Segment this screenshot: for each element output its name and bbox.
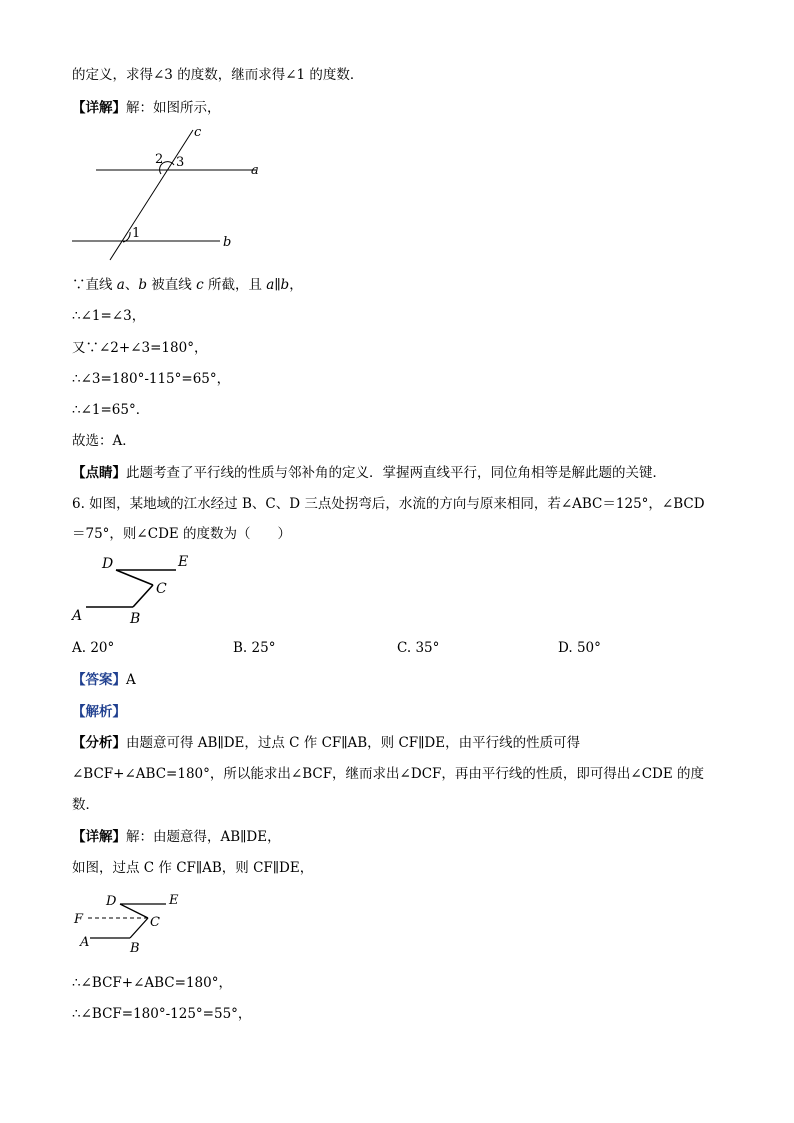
text-span: ∵直线 <box>72 277 117 293</box>
option-c <box>397 639 439 657</box>
label-C: C <box>150 915 160 930</box>
label-a: a <box>251 163 259 178</box>
var-a: a <box>116 277 125 293</box>
text-line: 如图，过点 C 作 CF∥AB，则 CF∥DE， <box>72 860 314 876</box>
text-line <box>72 99 221 117</box>
text-line <box>72 734 580 752</box>
option-key: B. <box>233 640 248 656</box>
text-line: ∴∠1=∠3， <box>72 308 146 324</box>
option-a <box>72 639 114 657</box>
text-span: ， <box>289 277 303 293</box>
label-E: E <box>169 893 179 908</box>
text-line: 故选：A． <box>72 433 136 449</box>
label-A: A <box>80 935 90 950</box>
label-A: A <box>72 608 83 624</box>
text-span: 解：由题意得，AB∥DE， <box>126 829 281 845</box>
text-span: 由题意可得 AB∥DE，过点 C 作 CF∥AB，则 CF∥DE，由平行线的性质可得 <box>126 735 581 751</box>
var-c: c <box>196 277 204 293</box>
label-B: B <box>130 611 141 627</box>
label-angle-1: 1 <box>132 226 141 241</box>
label-B: B <box>130 941 140 956</box>
text-line: ∴∠1=65°． <box>72 402 150 418</box>
text-line: 数． <box>72 797 99 813</box>
option-key: A. <box>72 640 87 656</box>
label-C: C <box>156 581 167 597</box>
text-span: 此题考查了平行线的性质与邻补角的定义．掌握两直线平行，同位角相等是解此题的关键． <box>126 465 666 481</box>
text-line <box>72 276 303 294</box>
section-tag-detail: 【详解】 <box>72 829 126 845</box>
section-tag-remark: 【点睛】 <box>72 465 126 481</box>
text-line: ∴∠BCF=180°-125°=55°， <box>72 1006 252 1022</box>
label-D: D <box>106 894 117 909</box>
option-b <box>233 639 275 657</box>
label-F: F <box>74 912 84 927</box>
option-d <box>558 639 601 657</box>
text-span: 、 <box>124 277 139 293</box>
option-key: C. <box>397 640 412 656</box>
var-parallel: a∥b <box>266 277 290 293</box>
text-line: ∴∠BCF+∠ABC=180°， <box>72 975 232 991</box>
text-line: ∴∠3=180°-115°=65°， <box>72 371 231 387</box>
text-span: 解：如图所示， <box>126 100 221 116</box>
text-line: ∠BCF+∠ABC=180°，所以能求出∠BCF，继而求出∠DCF，再由平行线的性质，即可得出∠CDE 的度 <box>72 766 705 782</box>
label-E: E <box>178 554 189 570</box>
option-value: 25° <box>251 640 276 656</box>
answer-line <box>72 671 136 689</box>
var-b: b <box>138 277 148 293</box>
analysis-line <box>72 703 126 721</box>
figure-parallel-transversal <box>60 122 280 262</box>
label-b: b <box>223 235 232 250</box>
option-key: D. <box>558 640 573 656</box>
question-6-line-2: ＝75°，则∠CDE 的度数为（ ） <box>72 526 292 542</box>
label-angle-3: 3 <box>176 155 185 170</box>
text-line: 的定义，求得∠3 的度数，继而求得∠1 的度数． <box>72 67 364 83</box>
question-6-line-1: 6. 如图，某地域的江水经过 B、C、D 三点处拐弯后，水流的方向与原来相同，若∠ABC＝125°，∠BCD <box>72 496 705 512</box>
figure-river-bends <box>66 550 216 630</box>
analysis-tag: 【解析】 <box>72 704 126 720</box>
section-tag-detail: 【详解】 <box>72 100 126 116</box>
text-line <box>72 828 281 846</box>
figure-auxiliary-line <box>70 888 200 958</box>
option-value: 35° <box>415 640 440 656</box>
option-value: 50° <box>576 640 601 656</box>
text-line: 又∵∠2+∠3=180°， <box>72 340 208 356</box>
text-span: 被直线 <box>147 277 197 293</box>
label-angle-2: 2 <box>155 152 164 167</box>
answer-value: A <box>126 672 136 688</box>
label-D: D <box>102 556 114 572</box>
option-value: 20° <box>90 640 115 656</box>
answer-tag: 【答案】 <box>72 672 126 688</box>
text-span: 所截，且 <box>203 277 267 293</box>
label-c: c <box>194 125 202 140</box>
text-line <box>72 464 666 482</box>
section-tag-analysis: 【分析】 <box>72 735 126 751</box>
